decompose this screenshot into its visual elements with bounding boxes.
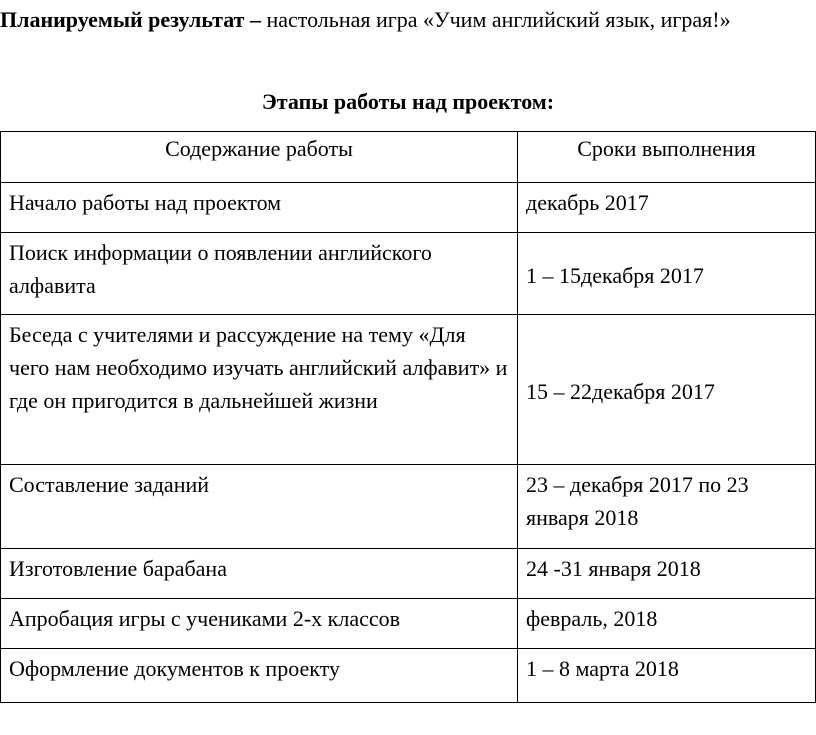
- stages-heading: Этапы работы над проектом:: [261, 89, 555, 114]
- date-cell: 15 – 22декабря 2017: [518, 315, 816, 465]
- table-row: [1, 549, 816, 599]
- date-cell: 1 – 8 марта 2018: [518, 649, 816, 703]
- table-row: [1, 233, 816, 315]
- table-row: [1, 315, 816, 465]
- table-header-row: [1, 132, 816, 183]
- table-row: [1, 599, 816, 649]
- stages-table: [0, 131, 816, 703]
- column-header-dates: Сроки выполнения: [518, 132, 816, 183]
- column-header-work: Содержание работы: [1, 132, 518, 183]
- date-cell: 24 -31 января 2018: [518, 549, 816, 599]
- work-cell: Начало работы над проектом: [1, 183, 518, 233]
- work-cell: Апробация игры с учениками 2-х классов: [1, 599, 518, 649]
- table-row: [1, 465, 816, 549]
- work-cell: Оформление документов к проекту: [1, 649, 518, 703]
- table-row: [1, 183, 816, 233]
- planned-result-line: [0, 6, 816, 34]
- date-cell: 1 – 15декабря 2017: [518, 233, 816, 315]
- work-cell: Изготовление барабана: [1, 549, 518, 599]
- date-cell: февраль, 2018: [518, 599, 816, 649]
- table-row: [1, 649, 816, 703]
- date-cell: декабрь 2017: [518, 183, 816, 233]
- planned-result-text: настольная игра «Учим английский язык, играя!»: [266, 7, 731, 32]
- work-cell: Составление заданий: [1, 465, 518, 549]
- planned-result-label: Планируемый результат –: [0, 7, 261, 32]
- work-cell: Поиск информации о появлении английского алфавита: [1, 233, 518, 315]
- date-cell: 23 – декабря 2017 по 23 января 2018: [518, 465, 816, 549]
- work-cell: Беседа с учителями и рассуждение на тему «Для чего нам необходимо изучать английский алфавит» и где он пригодится в дальнейшей жизни: [1, 315, 518, 465]
